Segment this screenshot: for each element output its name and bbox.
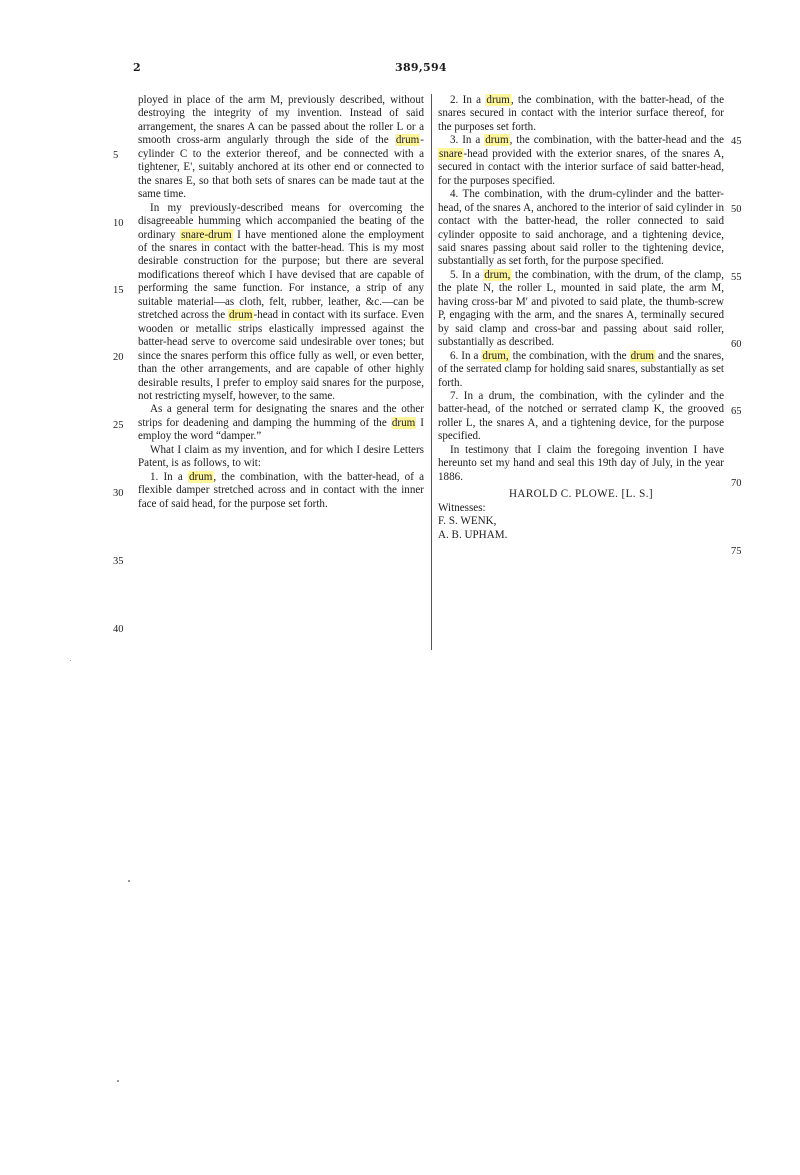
testimony: In testimony that I claim the foregoing invention I have hereunto set my hand and seal this 19th day of July, in the year 1886. [438, 443, 724, 483]
line-number: 25 [113, 420, 124, 431]
text-run: In my previously-described means for overcoming the disagreeable humming which accompanied the beating of the ordinary [138, 201, 424, 241]
witness-name: A. B. UPHAM. [438, 528, 508, 541]
paragraph [138, 403, 424, 443]
search-highlight: drum [630, 349, 654, 362]
line-number: 75 [731, 546, 742, 557]
text-run: 6. In a [450, 349, 482, 362]
text-run: 1. In a [150, 470, 188, 483]
patent-number: 389,594 [395, 61, 447, 74]
text-run: 2. In a [450, 94, 486, 106]
search-highlight: drum [486, 94, 510, 106]
left-column [138, 94, 424, 511]
search-highlight: drum [395, 134, 420, 147]
text-run: As a general term for designating the snares and the other strips for deadening and damping the humming of the [138, 403, 424, 429]
text-run: and the snares, of the serrated clamp for holding said snares, substantially as set forth. [438, 349, 724, 389]
page-number: 2 [133, 61, 141, 74]
text-run: , the combination, with the batter-head, of a flexible damper stretched across and in contact with the inner face of said head, for the purpose set forth. [138, 470, 424, 510]
search-highlight: drum [485, 134, 509, 147]
text-run: I employ the word “damper.” [138, 416, 425, 443]
line-number: 5 [113, 150, 119, 161]
scan-speck [117, 1080, 119, 1082]
claim-7: 7. In a drum, the combination, with the cylinder and the batter-head, of the notched or serrated clamp K, the grooved roller L, the snares A, and a tightening device, for the purpose specified. [438, 389, 724, 443]
scan-speck [70, 660, 71, 661]
paragraph: What I claim as my invention, and for which I desire Letters Patent, is as follows, to wit: [138, 443, 424, 470]
text-run: , the combination, with the batter-head and the [509, 134, 724, 147]
line-number: 10 [113, 218, 124, 229]
search-highlight: drum, [484, 268, 511, 281]
column-divider [431, 94, 432, 650]
text-run: 3. In a [450, 134, 485, 147]
line-number: 40 [113, 624, 124, 635]
search-highlight: snare-drum [181, 228, 232, 241]
inventor-signature: HAROLD C. PLOWE. [L. S.] [509, 488, 653, 501]
scan-speck [128, 880, 130, 882]
search-highlight: drum [229, 309, 253, 322]
text-run: , the combination, with the batter-head, of the snares secured in contact with the interior surface thereof, for the purposes set forth. [438, 94, 724, 133]
line-number: 65 [731, 406, 742, 417]
search-highlight: drum [188, 470, 213, 483]
line-number: 20 [113, 352, 124, 363]
text-run: ployed in place of the arm M, previously described, without destroying the integrity of my invention. Instead of said arrangement, the snares A can be passed about the roller L or a smooth cross-arm angularly through the side of the [138, 94, 424, 147]
claim-3 [438, 134, 724, 188]
claim-1 [138, 471, 424, 511]
text-run: 5. In a [450, 268, 484, 281]
line-number: 15 [113, 285, 124, 296]
witnesses-label: Witnesses: [438, 501, 486, 514]
line-number: 70 [731, 478, 742, 489]
line-number: 55 [731, 272, 742, 283]
paragraph [138, 94, 424, 202]
line-number: 45 [731, 136, 742, 147]
text-run: I have mentioned alone the employment of the snares in contact with the batter-head. This is my most desirable construction for the purpose; but there are several modifications thereof which I have devised that are capable of performing the same function. For instance, a strip of any suitable material—as cloth, felt, rubber, leather, &c.—can be stretched across the [138, 228, 425, 322]
claim-6 [438, 350, 724, 390]
text-run: -head provided with the exterior snares, of the snares A, secured in contact with the interior surface of said batter-head, for the purposes specified. [438, 147, 724, 187]
search-highlight: snare [439, 147, 463, 160]
line-number: 60 [731, 339, 742, 350]
claim-4: 4. The combination, with the drum-cylinder and the batter-head, of the snares A, anchored to the interior of said cylinder in contact with the batter-head, the roller connected to said cylinder opposite to said anchorage, and a tightening device, said snares passing about said roller to the tightening device, substantially as set forth, for the purpose specified. [438, 188, 724, 268]
text-run: the combination, with the [509, 349, 630, 362]
search-highlight: drum [391, 416, 416, 429]
signature-block [438, 488, 724, 542]
text-run: -head in contact with its surface. Even wooden or metallic strips elastically impressed against the batter-head serve to overcome said undesirable over tones; but since the snares perform this office fully as well, or even better, than the other arrangements, and are capable of other highly desirable results, I prefer to employ said snares for the purpose, not restricting myself, however, to the same. [138, 309, 425, 402]
line-number: 30 [113, 488, 124, 499]
text-run: -cylinder C to the exterior thereof, and be connected with a tightener, E', suitably anchored at its other end or connected to the snares E, so that both sets of snares can be made taut at the same time. [138, 134, 424, 201]
paragraph [138, 202, 424, 404]
search-highlight: drum, [482, 349, 509, 362]
line-number: 35 [113, 556, 124, 567]
claim-2 [438, 94, 724, 134]
line-number: 50 [731, 204, 742, 215]
right-column [438, 94, 724, 542]
witness-name: F. S. WENK, [438, 515, 497, 528]
claim-5 [438, 269, 724, 350]
text-run: the combination, with the drum, of the clamp, the plate N, the roller L, mounted in said plate, the arm M, having cross-bar M' and pivoted to said plate, the thumb-screw P, engaging with the arm, and the snares A, terminally secured by said clamp and cross-bar and passing about said roller, substantially as described. [438, 268, 724, 349]
